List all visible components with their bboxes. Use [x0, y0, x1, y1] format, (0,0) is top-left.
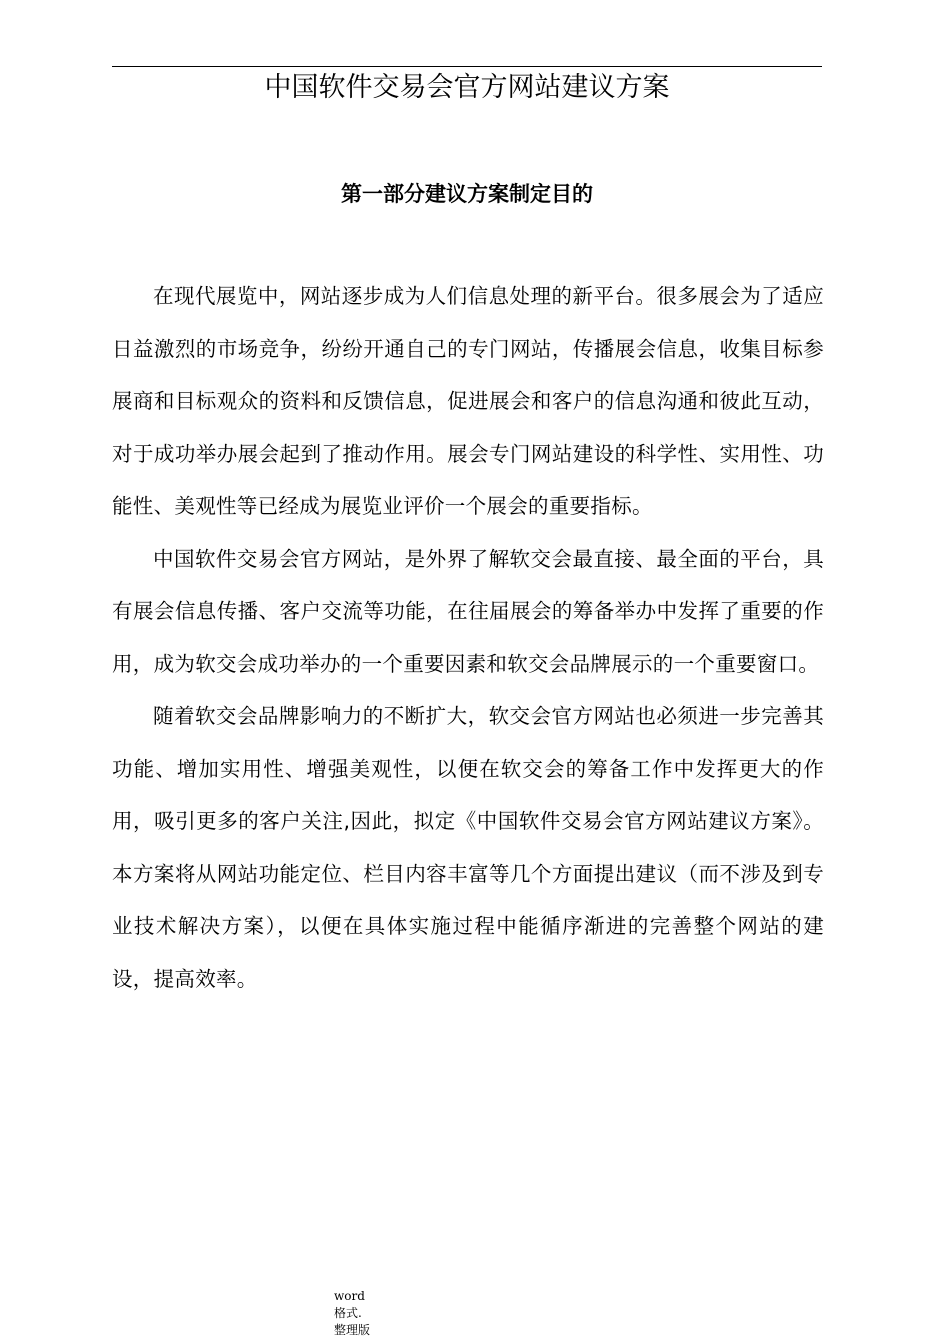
header-rule [112, 66, 822, 67]
footer-line-2: 格式. [334, 1306, 362, 1320]
page-footer [334, 1288, 370, 1339]
footer-line-1: word [334, 1289, 365, 1303]
paragraph-2: 中国软件交易会官方网站，是外界了解软交会最直接、最全面的平台，具有展会信息传播、客户交流等功能，在往届展会的筹备举办中发挥了重要的作用，成为软交会成功举办的一个重要因素和软交会品牌展示的一个重要窗口。 [112, 546, 824, 676]
paragraph-1: 在现代展览中，网站逐步成为人们信息处理的新平台。很多展会为了适应日益激烈的市场竞争，纷纷开通自己的专门网站，传播展会信息，收集目标参展商和目标观众的资料和反馈信息，促进展会和客户的信息沟通和彼此互动，对于成功举办展会起到了推动作用。展会专门网站建设的科学性、实用性、功能性、美观性等已经成为展览业评价一个展会的重要指标。 [112, 284, 824, 518]
document-title: 中国软件交易会官方网站建议方案 [264, 72, 670, 103]
section-heading: 第一部分建议方案制定目的 [341, 182, 593, 206]
footer-line-3: 整理版 [334, 1323, 371, 1337]
paragraph-3: 随着软交会品牌影响力的不断扩大，软交会官方网站也必须进一步完善其功能、增加实用性、增强美观性，以便在软交会的筹备工作中发挥更大的作用，吸引更多的客户关注,因此，拟定《中国软件交易会官方网站建议方案》。本方案将从网站功能定位、栏目内容丰富等几个方面提出建议（而不涉及到专业技术解决方案），以便在具体实施过程中能循序渐进的完善整个网站的建设，提高效率。 [112, 704, 824, 991]
document-body [112, 270, 824, 1005]
